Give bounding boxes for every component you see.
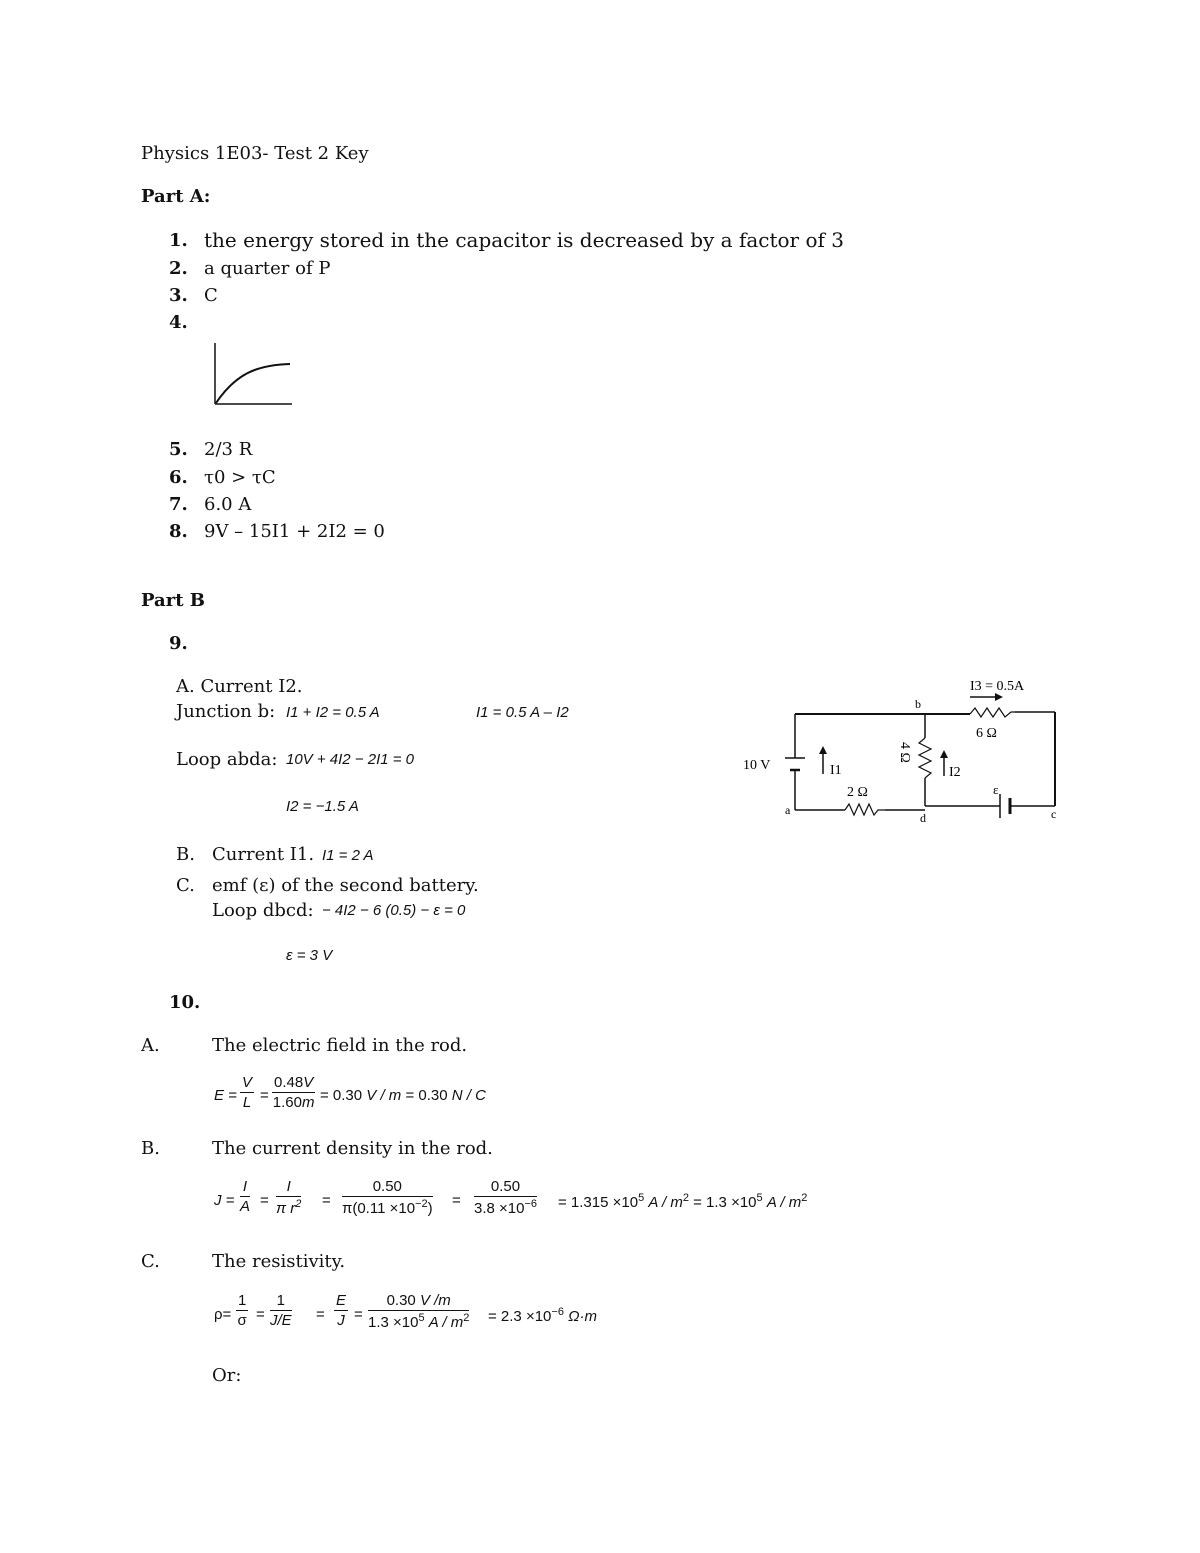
- i2-label: I2: [949, 765, 961, 780]
- q9b-text: Current I1.: [212, 844, 315, 865]
- q10c-text: The resistivity.: [212, 1251, 346, 1272]
- item-number: 1.: [169, 230, 188, 251]
- r-4ohm-label: 4 Ω: [897, 742, 912, 763]
- node-a: a: [785, 803, 791, 817]
- emf-label: ε: [993, 782, 999, 797]
- i2-result: I2 = −1.5 A: [286, 798, 359, 815]
- q9a-label: A. Current I2.: [176, 676, 303, 697]
- or-text: Or:: [212, 1365, 242, 1386]
- loop-dbcd-label: Loop dbcd:: [212, 900, 314, 921]
- junction-label: Junction b:: [176, 701, 276, 722]
- emf-result: ε = 3 V: [286, 947, 333, 964]
- item-number: 8.: [169, 521, 188, 542]
- question-10-number: 10.: [169, 992, 201, 1013]
- i1-label: I1: [830, 763, 842, 778]
- electric-field-equation: E = $\frac{V}{L}$ = $\frac{0.48V}{1.60m}$ = 0.30 V / m = 0.30 N / C: [214, 1074, 486, 1111]
- node-d: d: [920, 811, 926, 825]
- i1-result: I1 = 2 A: [322, 847, 374, 864]
- answer-5: 2/3 R: [204, 439, 253, 460]
- node-c: c: [1051, 807, 1057, 821]
- item-number: 6.: [169, 467, 188, 488]
- r-2ohm-label: 2 Ω: [847, 785, 868, 800]
- answer-8: 9V – 15I1 + 2I2 = 0: [204, 521, 385, 542]
- part-a-heading: Part A:: [141, 186, 211, 207]
- answer-6-text: τ0 > τC: [204, 467, 276, 488]
- circuit-diagram: [735, 670, 1070, 825]
- junction-equation-2: I1 = 0.5 A – I2: [476, 704, 569, 721]
- q10a-text: The electric field in the rod.: [212, 1035, 468, 1056]
- answer-2: a quarter of P: [204, 258, 331, 279]
- battery-10v-label: 10 V: [743, 758, 771, 773]
- q10c-label: C.: [141, 1251, 160, 1272]
- item-number: 3.: [169, 285, 188, 306]
- q10b-label: B.: [141, 1138, 160, 1159]
- question-9-number: 9.: [169, 633, 188, 654]
- item-number: 4.: [169, 312, 188, 333]
- r-6ohm-label: 6 Ω: [976, 726, 997, 741]
- loop-abda-equation: 10V + 4I2 − 2I1 = 0: [286, 751, 415, 768]
- q9c-label: C.: [176, 875, 195, 896]
- item-number: 5.: [169, 439, 188, 460]
- item-number: 2.: [169, 258, 188, 279]
- answer-3: C: [204, 285, 218, 306]
- q10b-text: The current density in the rod.: [212, 1138, 493, 1159]
- junction-equation: I1 + I2 = 0.5 A: [286, 704, 380, 721]
- answer-6: [204, 467, 276, 488]
- loop-dbcd-equation: − 4I2 − 6 (0.5) − ε = 0: [322, 902, 466, 919]
- answer-4-graph: [210, 340, 300, 410]
- current-density-equation: J = $\frac{I}{A}$ = $\frac{I}{\pi r^2}$ = $\frac{0.50}{\pi(0.11 \times 10^{-2})}$ = $\frac{0.50}{3.8 \times 10^{-6}}$ = $1.315 \times 10^5$ $A / m^2 = 1.3 \times 10^5$ A / $m^2$: [214, 1178, 808, 1217]
- item-number: 7.: [169, 494, 188, 515]
- q9c-text: emf (ε) of the second battery.: [212, 875, 479, 896]
- node-b: b: [915, 697, 921, 711]
- page-title: Physics 1E03- Test 2 Key: [141, 143, 369, 164]
- part-b-heading: Part B: [141, 590, 205, 611]
- resistivity-equation: ρ= $\frac{1}{\sigma}$ = $\frac{1}{J/E}$ = $\frac{E}{J}$ = $\frac{0.30 V /m}{1.3 \times 10^5 A / m^2}$ = $2.3 \times 10^{-6}$ Ω·m: [214, 1292, 598, 1331]
- i3-label: I3 = 0.5A: [970, 679, 1025, 694]
- answer-1: the energy stored in the capacitor is decreased by a factor of 3: [204, 228, 844, 252]
- q10a-label: A.: [141, 1035, 160, 1056]
- loop-abda-label: Loop abda:: [176, 749, 278, 770]
- q9b-label: B.: [176, 844, 195, 865]
- answer-7: 6.0 A: [204, 494, 252, 515]
